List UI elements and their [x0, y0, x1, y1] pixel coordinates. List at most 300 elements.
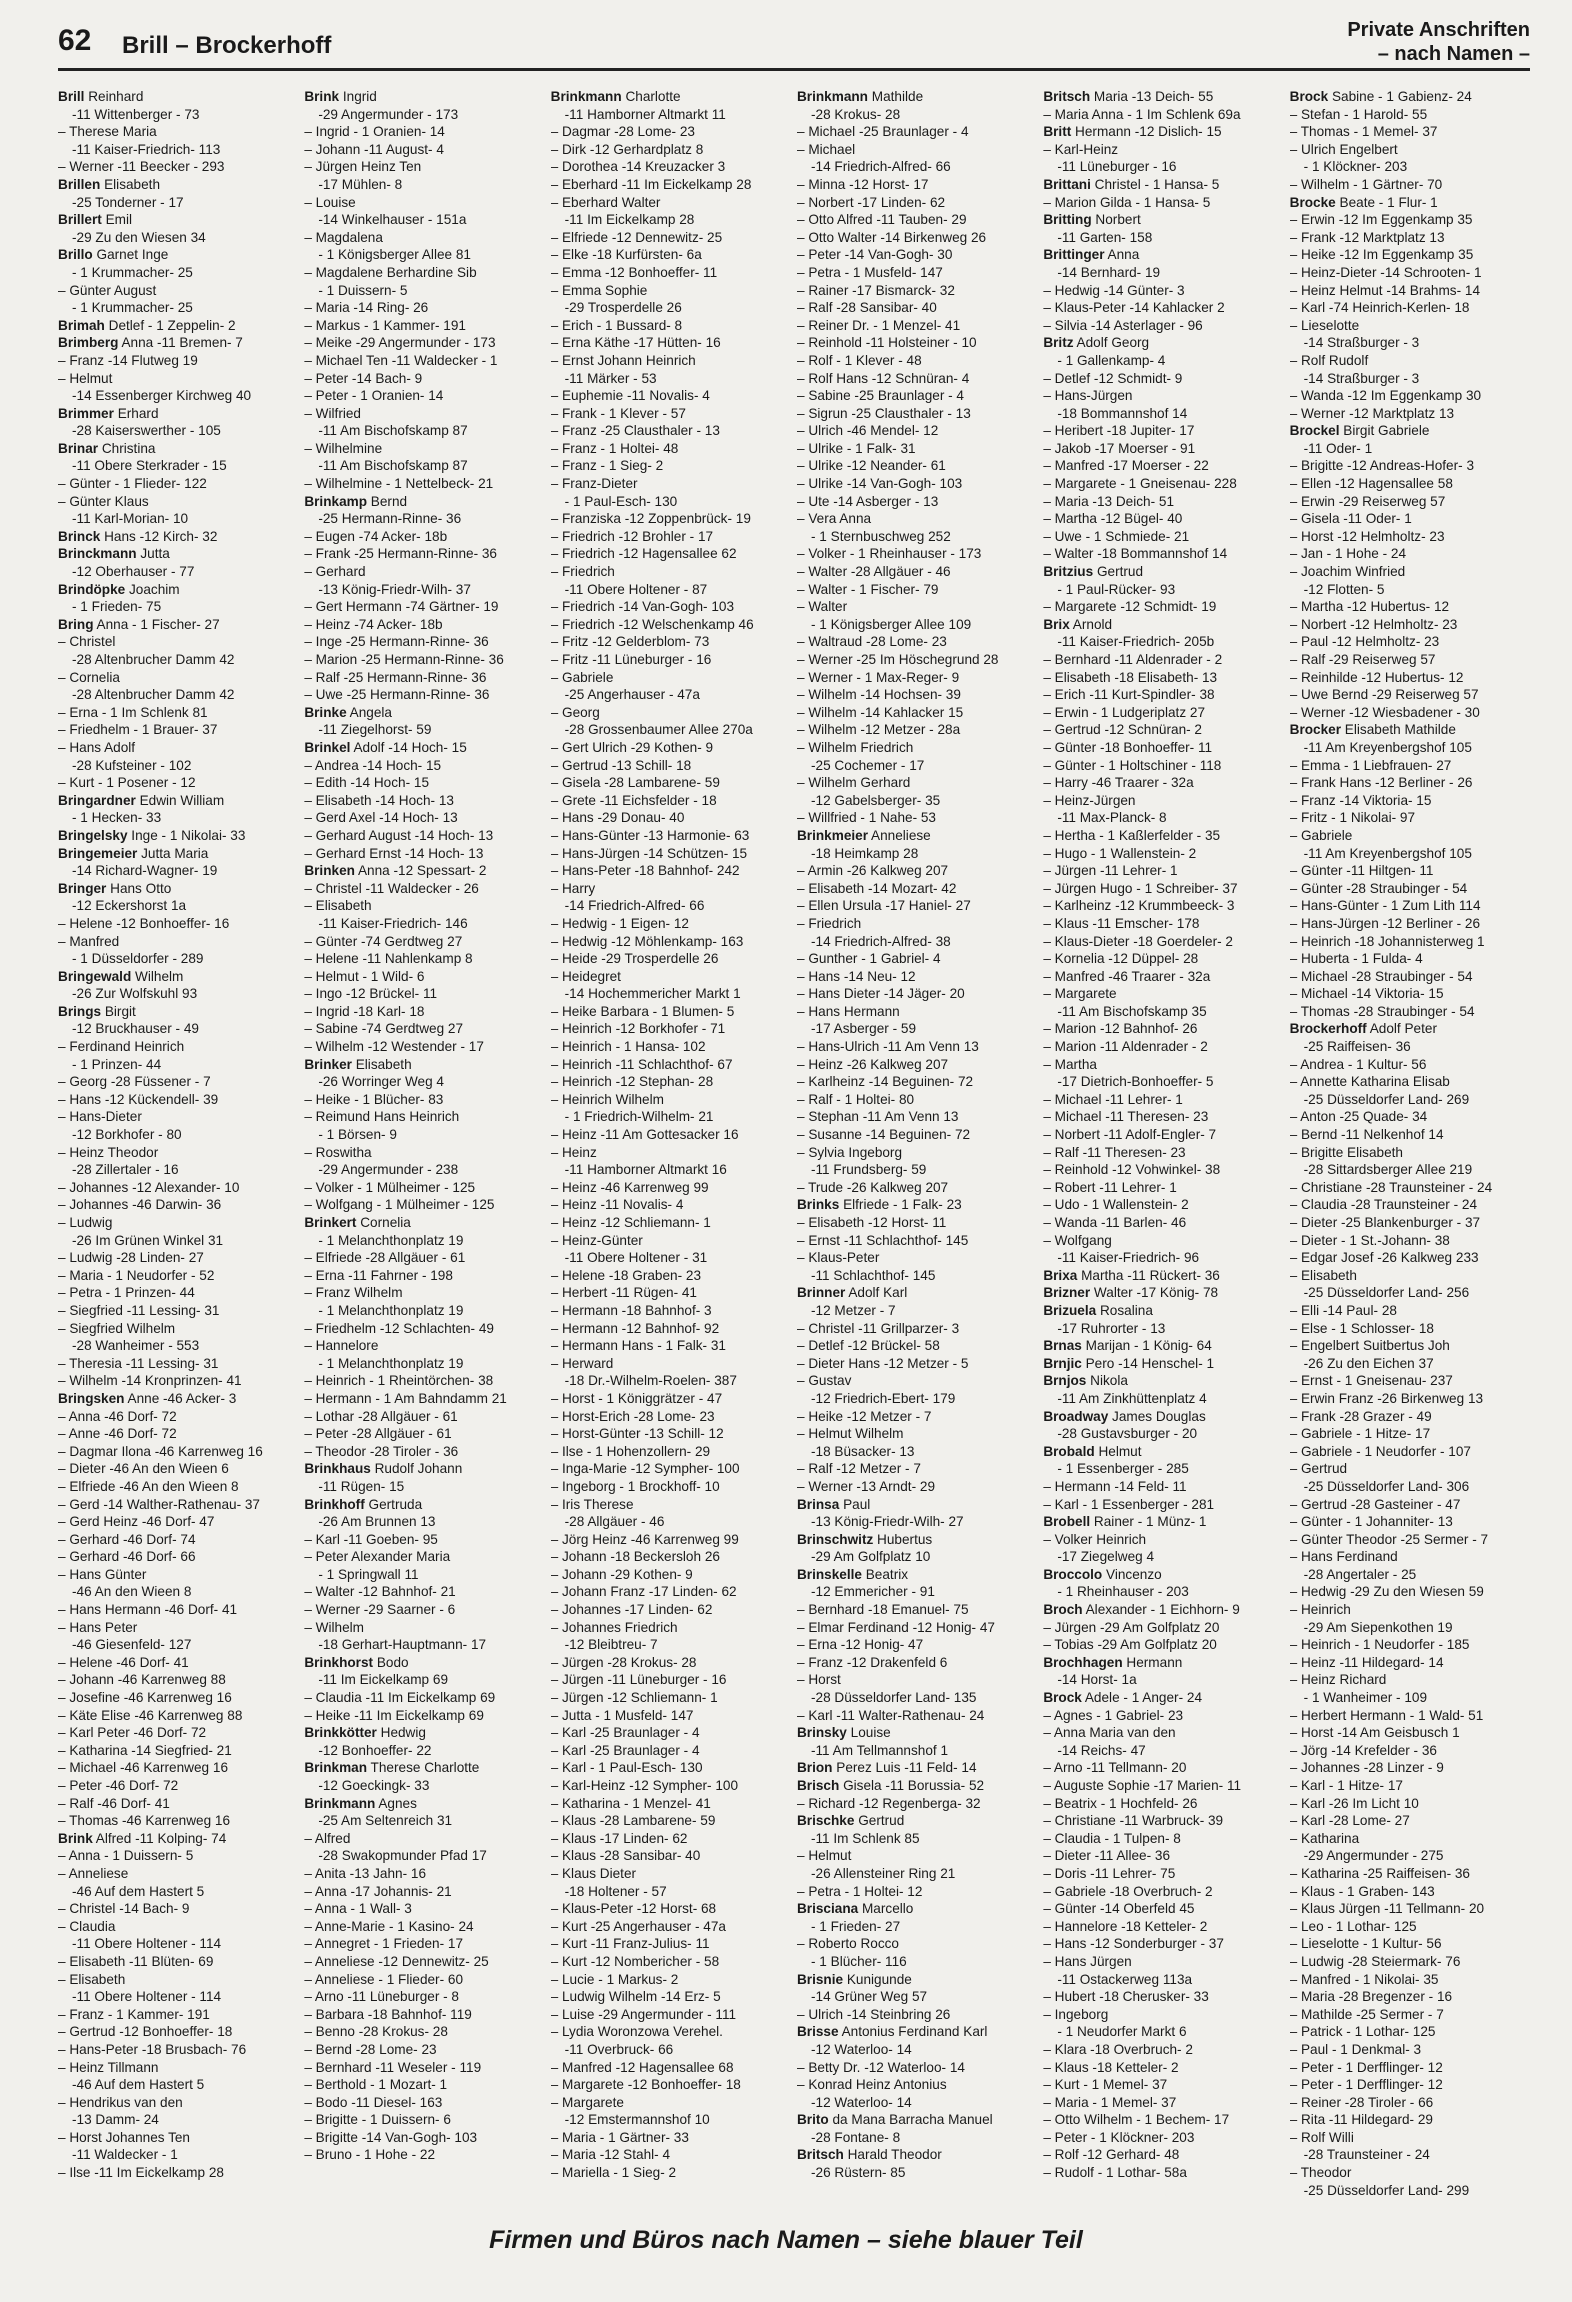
surname: Bringer	[58, 880, 107, 896]
directory-entry: Brittani Christel - 1 Hansa- 5	[1043, 176, 1220, 192]
surname: Bringemeier	[58, 845, 138, 861]
directory-entry: – Anna - 1 Duissern- 5	[58, 1848, 194, 1864]
directory-entry: -11 Karl-Morian- 10	[72, 511, 189, 527]
directory-entry: -28 Traunsteiner - 24	[1303, 2147, 1430, 2163]
directory-entry: – Gisela -11 Oder- 1	[1289, 511, 1412, 527]
directory-entry: -11 Am Bischofskamp 87	[318, 423, 468, 439]
directory-entry: – Magdalene Berhardine Sib	[304, 264, 477, 280]
directory-entry: – Ralf - 1 Holtei- 80	[796, 1091, 915, 1107]
directory-entry: -13 Damm- 24	[72, 2112, 159, 2128]
directory-entry: -11 Ziegelhorst- 59	[318, 722, 432, 738]
directory-entry: – Hans Adolf	[58, 739, 136, 755]
directory-entry: Brill Reinhard	[58, 89, 144, 104]
directory-entry: Brinkamp Bernd	[304, 493, 408, 509]
surname: Brinkel	[304, 739, 351, 755]
directory-entry: -14 Friedrich-Alfred- 38	[810, 933, 951, 949]
footer-note: Firmen und Büros nach Namen – siehe blauer Teil	[489, 2226, 1083, 2254]
directory-entry: – Lucie - 1 Markus- 2	[550, 1971, 679, 1987]
directory-entry: -18 Holtener - 57	[564, 1883, 667, 1899]
directory-entry: - 1 Frieden- 27	[810, 1918, 901, 1934]
directory-entry: Brinar Christina	[58, 440, 156, 456]
directory-entry: Brinkmann Mathilde	[796, 89, 924, 104]
directory-entry: – Hedwig -12 Möhlenkamp- 163	[550, 933, 744, 949]
directory-entry: – Mathilde -25 Sermer - 7	[1289, 2006, 1444, 2022]
directory-entry: – Rolf Willi	[1289, 2129, 1354, 2145]
directory-entry: – Jürgen -11 Lüneburger - 16	[550, 1672, 727, 1688]
surname: Brisciana	[796, 1901, 859, 1917]
directory-entry: – Hermann Hans - 1 Falk- 31	[550, 1338, 726, 1354]
directory-entry: – Friedrich -12 Welschenkamp 46	[550, 616, 754, 632]
directory-entry: – Hans-Jürgen -14 Schützen- 15	[550, 845, 748, 861]
directory-entry: -12 Flotten- 5	[1303, 581, 1385, 597]
directory-entry: – Hertha - 1 Kaßlerfelder - 35	[1043, 827, 1221, 843]
directory-entry: – Maria - 1 Memel- 37	[1043, 2094, 1177, 2110]
directory-entry: Bringer Hans Otto	[58, 880, 172, 896]
directory-entry: -29 Am Siepenkothen 19	[1303, 1619, 1453, 1635]
directory-entry: Brink Ingrid	[304, 89, 377, 104]
directory-entry: – Eberhard Walter	[550, 194, 661, 210]
directory-entry: – Marion -25 Hermann-Rinne- 36	[304, 652, 504, 667]
directory-entry: – Helmut	[796, 1848, 852, 1864]
directory-entry: – Ingeborg - 1 Brockhoff- 10	[550, 1478, 720, 1494]
directory-entry: – Therese Maria	[58, 124, 157, 140]
directory-entry: – Hannelore	[304, 1338, 379, 1354]
directory-entry: – Karl-Heinz -12 Sympher- 100	[550, 1778, 739, 1793]
directory-entry: – Wilhelm Friedrich	[796, 739, 914, 755]
directory-entry: Broadway James Douglas	[1043, 1408, 1206, 1424]
directory-entry: Brockel Birgit Gabriele	[1289, 423, 1430, 439]
surname: Brimah	[58, 317, 105, 333]
directory-entry: Brobell Rainer - 1 Münz- 1	[1043, 1514, 1207, 1530]
directory-entry: Brinskelle Beatrix	[796, 1566, 909, 1582]
directory-entry: – Johann -29 Kothen- 9	[550, 1566, 693, 1582]
directory-entry: – Gert Ulrich -29 Kothen- 9	[550, 739, 714, 755]
directory-entry: -14 Richard-Wagner- 19	[72, 863, 218, 879]
surname: Brinner	[796, 1285, 846, 1301]
directory-entry: – Johann -18 Beckersloh 26	[550, 1549, 720, 1565]
directory-entry: - 1 Klöckner- 203	[1303, 159, 1408, 175]
directory-entry: – Gabriele - 1 Neudorfer - 107	[1289, 1443, 1471, 1459]
directory-entry: – Ulrich -46 Mendel- 12	[796, 423, 939, 439]
directory-entry: – Frank -28 Grazer - 49	[1289, 1408, 1432, 1424]
directory-entry: -11 Kaiser-Friedrich- 96	[1057, 1250, 1200, 1266]
surname: Brinkmann	[550, 89, 622, 104]
directory-entry: – Edgar Josef -26 Kalkweg 233	[1289, 1250, 1479, 1266]
directory-entry: -11 Oder- 1	[1303, 440, 1373, 456]
directory-entry: – Günter - 1 Johanniter- 13	[1289, 1514, 1453, 1530]
directory-columns	[58, 88, 1530, 2218]
directory-entry: -11 Hamborner Altmarkt 11	[564, 106, 726, 122]
surname: Brimberg	[58, 335, 119, 351]
directory-entry: – Heinz -46 Karrenweg 99	[550, 1179, 709, 1195]
directory-entry: – Peter -46 Dorf- 72	[58, 1778, 179, 1793]
directory-entry: – Erwin -12 Im Eggenkamp 35	[1289, 212, 1473, 228]
directory-entry: – Erwin Franz -26 Birkenweg 13	[1289, 1390, 1484, 1406]
directory-entry: – Benno -28 Krokus- 28	[304, 2024, 448, 2040]
directory-entry: – Maria -12 Stahl- 4	[550, 2147, 671, 2163]
directory-entry: – Karl -25 Braunlager - 4	[550, 1742, 700, 1758]
directory-entry: – Horst-Günter -13 Schill- 12	[550, 1426, 724, 1442]
directory-entry: – Helene -18 Graben- 23	[550, 1267, 702, 1283]
directory-entry: – Beatrix - 1 Hochfeld- 26	[1043, 1795, 1198, 1811]
directory-entry: – Günter -14 Oberfeld 45	[1043, 1901, 1195, 1917]
directory-entry: – Elisabeth -11 Blüten- 69	[58, 1953, 214, 1969]
directory-entry: – Gerd -14 Walther-Rathenau- 37	[58, 1496, 260, 1512]
directory-entry: – Ralf -28 Sansibar- 40	[796, 300, 937, 316]
directory-entry: – Wanda -11 Barlen- 46	[1043, 1215, 1187, 1230]
surname: Broccolo	[1043, 1566, 1103, 1582]
directory-entry: – Gisela -28 Lambarene- 59	[550, 775, 720, 791]
directory-entry: – Walter -12 Bahnhof- 21	[304, 1584, 456, 1600]
surname: Brinke	[304, 704, 347, 720]
directory-entry: – Michael	[796, 141, 856, 157]
directory-entry: – Christel -14 Bach- 9	[58, 1901, 190, 1917]
surname: Brock	[1289, 89, 1329, 104]
directory-entry: -12 Goeckingk- 33	[318, 1778, 430, 1793]
directory-entry: – Hedwig - 1 Eigen- 12	[550, 915, 689, 931]
directory-entry: – Erna - 1 Im Schlenk 81	[58, 704, 208, 720]
directory-entry: – Bernhard -11 Weseler - 119	[304, 2059, 482, 2075]
directory-entry: Brinck Hans -12 Kirch- 32	[58, 528, 218, 544]
directory-entry: – Robert -11 Lehrer- 1	[1043, 1179, 1177, 1195]
directory-column	[1290, 88, 1530, 2218]
directory-entry: – Frank Hans -12 Berliner - 26	[1289, 775, 1473, 791]
directory-entry: – Lydia Woronzowa Verehel.	[550, 2024, 723, 2040]
directory-entry: – Werner -29 Saarner - 6	[304, 1602, 456, 1618]
directory-entry: – Martha -12 Bügel- 40	[1043, 511, 1183, 527]
directory-entry: – Peter - 1 Derfflinger- 12	[1289, 2059, 1443, 2075]
directory-entry: Broch Alexander - 1 Eichhorn- 9	[1043, 1602, 1240, 1618]
directory-entry: – Bodo -11 Diesel- 163	[304, 2094, 443, 2110]
directory-entry: – Hans-Günter - 1 Zum Lith 114	[1289, 898, 1481, 914]
directory-entry: – Manfred -17 Moerser - 22	[1043, 458, 1209, 474]
directory-entry: – Karlheinz -12 Krummbeeck- 3	[1043, 898, 1235, 914]
directory-entry: – Johannes -28 Linzer - 9	[1289, 1760, 1444, 1776]
directory-entry: – Johannes -12 Alexander- 10	[58, 1179, 240, 1195]
directory-entry: - 1 Prinzen- 44	[72, 1056, 162, 1072]
directory-entry: – Heinrich	[1289, 1602, 1351, 1618]
directory-entry: – Ralf -29 Reiserweg 57	[1289, 652, 1436, 667]
directory-entry: – Uwe Bernd -29 Reiserweg 57	[1289, 687, 1479, 703]
directory-entry: – Hans Hermann	[796, 1003, 900, 1019]
directory-entry: – Katharina -25 Raiffeisen- 36	[1289, 1865, 1470, 1881]
directory-entry: -17 Ziegelweg 4	[1057, 1549, 1155, 1565]
directory-entry: – Mariella - 1 Sieg- 2	[550, 2165, 677, 2181]
directory-entry: - 1 Düsseldorfer - 289	[72, 951, 204, 967]
directory-entry: -14 Friedrich-Alfred- 66	[564, 898, 705, 914]
directory-entry: – Petra - 1 Prinzen- 44	[58, 1285, 195, 1301]
directory-entry: -11 Am Zinkhüttenplatz 4	[1057, 1390, 1207, 1406]
directory-entry: - 1 Melanchthonplatz 19	[318, 1232, 464, 1248]
directory-entry: – Hans-Peter -18 Bahnhof- 242	[550, 863, 740, 879]
directory-entry: -11 Rügen- 15	[318, 1478, 405, 1494]
directory-entry: -26 Im Grünen Winkel 31	[72, 1232, 224, 1248]
directory-entry: – Betty Dr. -12 Waterloo- 14	[796, 2059, 965, 2075]
directory-entry: – Paul -12 Helmholtz- 23	[1289, 634, 1440, 650]
directory-entry: – Annette Katharina Elisab	[1289, 1074, 1450, 1090]
directory-entry: – Dieter -25 Blankenburger - 37	[1289, 1215, 1481, 1230]
directory-entry: Brinkman Therese Charlotte	[304, 1760, 480, 1776]
directory-entry: – Agnes - 1 Gabriel- 23	[1043, 1707, 1184, 1723]
directory-entry: -46 Giesenfeld- 127	[72, 1637, 192, 1653]
directory-entry: – Armin -26 Kalkweg 207	[796, 863, 949, 879]
directory-entry: – Friedrich	[550, 564, 615, 580]
directory-entry: – Helmut	[58, 370, 113, 386]
directory-entry: -29 Zu den Wiesen 34	[72, 229, 206, 245]
directory-entry: – Heinz -11 Hildegard- 14	[1289, 1654, 1444, 1670]
directory-entry: – Reiner Dr. - 1 Menzel- 41	[796, 317, 961, 333]
directory-entry: Brinsky Louise	[796, 1725, 891, 1741]
surname: Brinskelle	[796, 1566, 862, 1582]
directory-entry: Brisciana Marcello	[796, 1901, 914, 1917]
directory-entry: – Gabriele	[550, 669, 614, 685]
directory-entry: – Peter - 1 Oranien- 14	[304, 388, 444, 404]
directory-entry: – Karl - 1 Paul-Esch- 130	[550, 1760, 703, 1776]
directory-entry: – Heinz-Günter	[550, 1232, 643, 1248]
directory-entry: Bringsken Anne -46 Acker- 3	[58, 1390, 237, 1406]
directory-entry: – Heike Barbara - 1 Blumen- 5	[550, 1003, 735, 1019]
directory-entry: – Heinz Theodor	[58, 1144, 159, 1160]
directory-entry: Brockerhoff Adolf Peter	[1289, 1021, 1437, 1037]
directory-entry: – Auguste Sophie -17 Marien- 11	[1043, 1778, 1242, 1793]
directory-entry: – Heribert -18 Jupiter- 17	[1043, 423, 1195, 439]
directory-entry: – Huberta - 1 Fulda- 4	[1289, 951, 1423, 967]
surname: Broadway	[1043, 1408, 1109, 1424]
directory-entry: Brink Alfred -11 Kolping- 74	[58, 1830, 227, 1846]
surname: Brinschwitz	[796, 1531, 874, 1547]
directory-entry: - 1 Rheinhauser - 203	[1057, 1584, 1189, 1600]
directory-entry: – Frank -25 Hermann-Rinne- 36	[304, 546, 497, 562]
directory-entry: – Andrea -14 Hoch- 15	[304, 757, 442, 773]
directory-entry: – Günter - 1 Holtschiner - 118	[1043, 757, 1222, 773]
directory-entry: – Heinz Tillmann	[58, 2059, 159, 2075]
directory-entry: – Tobias -29 Am Golfplatz 20	[1043, 1637, 1217, 1653]
surname: Brnjos	[1043, 1373, 1087, 1389]
directory-entry: – Otto Walter -14 Birkenweg 26	[796, 229, 987, 245]
directory-entry: – Klaus Jürgen -11 Tellmann- 20	[1289, 1901, 1485, 1917]
surname: Brochhagen	[1043, 1654, 1123, 1670]
directory-entry: – Klaus -17 Linden- 62	[550, 1830, 688, 1846]
directory-entry: - 1 Neudorfer Markt 6	[1057, 2024, 1187, 2040]
directory-entry: – Jutta - 1 Musfeld- 147	[550, 1707, 694, 1723]
directory-entry: -28 Angertaler - 25	[1303, 1566, 1417, 1582]
surname: Brnas	[1043, 1338, 1082, 1354]
directory-entry: – Karl -74 Heinrich-Kerlen- 18	[1289, 300, 1470, 316]
directory-entry: – Werner -11 Beecker - 293	[58, 159, 225, 175]
directory-entry: – Friedrich -12 Brohler - 17	[550, 528, 714, 544]
directory-entry: -11 Kaiser-Friedrich- 205b	[1057, 634, 1215, 650]
directory-entry: – Stephan -11 Am Venn 13	[796, 1109, 959, 1125]
directory-entry: -17 Dietrich-Bonhoeffer- 5	[1057, 1074, 1214, 1090]
directory-entry: – Elfriede -46 An den Wieen 8	[58, 1478, 239, 1494]
directory-entry: – Dagmar Ilona -46 Karrenweg 16	[58, 1443, 263, 1459]
directory-entry: -11 Garten- 158	[1057, 229, 1153, 245]
directory-entry: – Maria - 1 Gärtner- 33	[550, 2129, 689, 2145]
directory-entry: -11 Obere Holtener - 87	[564, 581, 708, 597]
directory-entry: – Elisabeth -12 Horst- 11	[796, 1215, 947, 1230]
directory-entry: – Michael -46 Karrenweg 16	[58, 1760, 229, 1776]
directory-entry: Brinckmann Jutta	[58, 546, 170, 562]
directory-entry: – Martha	[1043, 1056, 1097, 1072]
directory-entry: Brinkel Adolf -14 Hoch- 15	[304, 739, 467, 755]
directory-entry: – Minna -12 Horst- 17	[796, 176, 929, 192]
directory-entry: – Doris -11 Lehrer- 75	[1043, 1865, 1176, 1881]
directory-entry: Brinschwitz Hubertus	[796, 1531, 933, 1547]
directory-entry: – Meike -29 Angermunder - 173	[304, 335, 496, 351]
directory-entry: – Ellen Ursula -17 Haniel- 27	[796, 898, 971, 914]
directory-entry: – Gertrud	[1289, 1461, 1348, 1477]
directory-entry: – Susanne -14 Beguinen- 72	[796, 1127, 971, 1143]
directory-entry: - 1 Melanchthonplatz 19	[318, 1355, 464, 1371]
directory-entry: -14 Friedrich-Alfred- 66	[810, 159, 951, 175]
directory-entry: – Lieselotte	[1289, 317, 1360, 333]
directory-entry: – Erna Käthe -17 Hütten- 16	[550, 335, 721, 351]
surname: Brink	[304, 89, 340, 104]
directory-entry: – Erwin - 1 Ludgeriplatz 27	[1043, 704, 1206, 720]
directory-entry: – Dieter - 1 St.-Johann- 38	[1289, 1232, 1450, 1248]
directory-entry: – Maria -14 Ring- 26	[304, 300, 429, 316]
directory-entry: – Klaus - 1 Graben- 143	[1289, 1883, 1435, 1899]
directory-entry: – Ute -14 Asberger - 13	[796, 493, 939, 509]
directory-entry: – Werner -13 Arndt- 29	[796, 1478, 936, 1494]
directory-entry: – Gert Hermann -74 Gärtner- 19	[304, 599, 499, 615]
surname: Brinkman	[304, 1760, 368, 1776]
directory-entry: – Manfred	[58, 933, 120, 949]
directory-entry: – Maria -13 Deich- 51	[1043, 493, 1175, 509]
directory-entry: – Ludwig	[58, 1215, 113, 1230]
directory-entry: -28 Kufsteiner - 102	[72, 757, 192, 773]
surname: Brinkert	[304, 1215, 357, 1230]
directory-entry: – Manfred - 1 Nikolai- 35	[1289, 1971, 1439, 1987]
directory-entry: – Ferdinand Heinrich	[58, 1039, 185, 1055]
directory-entry: – Sabine -74 Gerdtweg 27	[304, 1021, 464, 1037]
directory-entry: – Georg	[550, 704, 600, 720]
directory-entry: Brixa Martha -11 Rückert- 36	[1043, 1267, 1220, 1283]
directory-entry: -11 Am Tellmannshof 1	[810, 1742, 949, 1758]
directory-entry: – Michael -14 Viktoria- 15	[1289, 986, 1444, 1002]
directory-entry: -11 Max-Planck- 8	[1057, 810, 1167, 826]
directory-entry: – Ludwig -28 Steiermark- 76	[1289, 1953, 1461, 1969]
directory-entry: – Kurt -12 Nombericher - 58	[550, 1953, 720, 1969]
directory-entry: – Walter -28 Allgäuer - 46	[796, 564, 951, 580]
directory-entry: – Ulrike -14 Van-Gogh- 103	[796, 476, 963, 492]
directory-entry: – Friedrich -14 Van-Gogh- 103	[550, 599, 735, 615]
surname: Bringardner	[58, 792, 136, 808]
directory-column	[1043, 88, 1283, 2218]
directory-entry: – Maria - 1 Neudorfer - 52	[58, 1267, 215, 1283]
surname: Brion	[796, 1760, 833, 1776]
directory-entry: -29 Angermunder - 173	[318, 106, 459, 122]
directory-entry: – Ralf -11 Theresen- 23	[1043, 1144, 1186, 1160]
directory-entry: – Uwe -25 Hermann-Rinne- 36	[304, 687, 490, 703]
directory-entry: – Michael -28 Straubinger - 54	[1289, 968, 1473, 984]
directory-entry: - 1 Börsen- 9	[318, 1127, 397, 1143]
directory-entry: – Johannes -17 Linden- 62	[550, 1602, 713, 1618]
directory-entry: Brizner Walter -17 König- 78	[1043, 1285, 1219, 1301]
directory-entry: – Günter - 1 Flieder- 122	[58, 476, 207, 492]
directory-entry: – Udo - 1 Wallenstein- 2	[1043, 1197, 1189, 1213]
directory-entry: - 1 Duissern- 5	[318, 282, 408, 298]
directory-entry: – Anita -13 Jahn- 16	[304, 1865, 427, 1881]
directory-entry: -11 Am Bischofskamp 87	[318, 458, 468, 474]
directory-entry: – Karl -28 Lome- 27	[1289, 1813, 1410, 1829]
directory-entry: – Franz - 1 Kammer- 191	[58, 2006, 210, 2022]
directory-entry: – Grete -11 Eichsfelder - 18	[550, 792, 717, 808]
directory-entry: – Jakob -17 Moerser - 91	[1043, 440, 1196, 456]
directory-entry: – Franziska -12 Zoppenbrück- 19	[550, 511, 751, 527]
directory-entry: -28 Kaiserswerther - 105	[72, 423, 221, 439]
surname: Bringelsky	[58, 827, 128, 843]
directory-entry: – Hans Dieter -14 Jäger- 20	[796, 986, 965, 1002]
directory-entry: Brinkkötter Hedwig	[304, 1725, 426, 1741]
surname: Britting	[1043, 212, 1092, 228]
directory-entry: – Elisabeth	[58, 1971, 126, 1987]
directory-entry: -11 Overbruck- 66	[564, 2041, 674, 2057]
directory-entry: – Helene -11 Nahlenkamp 8	[304, 951, 473, 967]
directory-entry: – Petra - 1 Holtei- 12	[796, 1883, 923, 1899]
directory-entry: -17 Asberger - 59	[810, 1021, 917, 1037]
directory-entry: – Rolf Rudolf	[1289, 352, 1369, 368]
directory-entry: -12 Waterloo- 14	[810, 2041, 912, 2057]
directory-entry: -11 Lüneburger - 16	[1057, 159, 1177, 175]
directory-entry: – Helene -12 Bonhoeffer- 16	[58, 915, 230, 931]
directory-entry: – Johann Franz -17 Linden- 62	[550, 1584, 737, 1600]
directory-entry: – Fritz - 1 Nikolai- 97	[1289, 810, 1416, 826]
directory-entry: – Jürgen -11 Lehrer- 1	[1043, 863, 1178, 879]
directory-entry: Brinkhoff Gertruda	[304, 1496, 423, 1512]
directory-entry: – Brigitte - 1 Duissern- 6	[304, 2112, 451, 2128]
directory-entry: -18 Büsacker- 13	[810, 1443, 915, 1459]
directory-entry: – Stefan - 1 Harold- 55	[1289, 106, 1428, 122]
directory-entry: – Elisabeth -18 Elisabeth- 13	[1043, 669, 1218, 685]
page-title: Brill – Brockerhoff	[122, 32, 332, 59]
directory-entry: – Hans Jürgen	[1043, 1953, 1132, 1969]
directory-entry: – Heinrich - 1 Neudorfer - 185	[1289, 1637, 1470, 1653]
directory-entry: – Edith -14 Hoch- 15	[304, 775, 430, 791]
directory-entry: -28 Gustavsburger - 20	[1057, 1426, 1198, 1442]
directory-entry: – Roswitha	[304, 1144, 372, 1160]
directory-entry: Brisse Antonius Ferdinand Karl	[796, 2024, 988, 2040]
directory-entry: -28 Altenbrucher Damm 42	[72, 652, 235, 667]
directory-entry: – Käte Elise -46 Karrenweg 88	[58, 1707, 243, 1723]
directory-entry: – Anna - 1 Wall- 3	[304, 1901, 412, 1917]
directory-entry: – Johann -46 Karrenweg 88	[58, 1672, 226, 1688]
directory-entry: Bringardner Edwin William	[58, 792, 225, 808]
directory-entry: -14 Straßburger - 3	[1303, 335, 1420, 351]
directory-entry: – Hans -12 Sonderburger - 37	[1043, 1936, 1224, 1952]
directory-entry: – Brigitte Elisabeth	[1289, 1144, 1403, 1160]
directory-entry: - 1 Paul-Esch- 130	[564, 493, 678, 509]
directory-entry: – Josefine -46 Karrenweg 16	[58, 1690, 232, 1706]
surname: Brinkmeier	[796, 827, 869, 843]
directory-entry: -29 Trosperdelle 26	[564, 300, 682, 316]
directory-entry: – Lothar -28 Allgäuer - 61	[304, 1408, 458, 1424]
directory-entry: – Walter -18 Bommannshof 14	[1043, 546, 1228, 562]
directory-entry: – Günter -18 Bonhoeffer- 11	[1043, 739, 1213, 755]
directory-entry: – Ingo -12 Brückel- 11	[304, 986, 438, 1002]
directory-entry: – Wanda -12 Im Eggenkamp 30	[1289, 388, 1482, 404]
surname: Brinkhoff	[304, 1496, 365, 1512]
directory-entry: – Klaus -28 Lambarene- 59	[550, 1813, 716, 1829]
directory-entry: -28 Wanheimer - 553	[72, 1338, 200, 1354]
directory-entry: – Emma - 1 Liebfrauen- 27	[1289, 757, 1452, 773]
directory-entry: – Eberhard -11 Im Eickelkamp 28	[550, 176, 752, 192]
directory-entry: – Wolfgang	[1043, 1232, 1112, 1248]
directory-entry: Brinkhaus Rudolf Johann	[304, 1461, 463, 1477]
directory-entry: -14 Grüner Weg 57	[810, 1989, 928, 2005]
directory-entry: – Katharina	[1289, 1830, 1360, 1846]
directory-entry: – Herbert -11 Rügen- 41	[550, 1285, 697, 1301]
